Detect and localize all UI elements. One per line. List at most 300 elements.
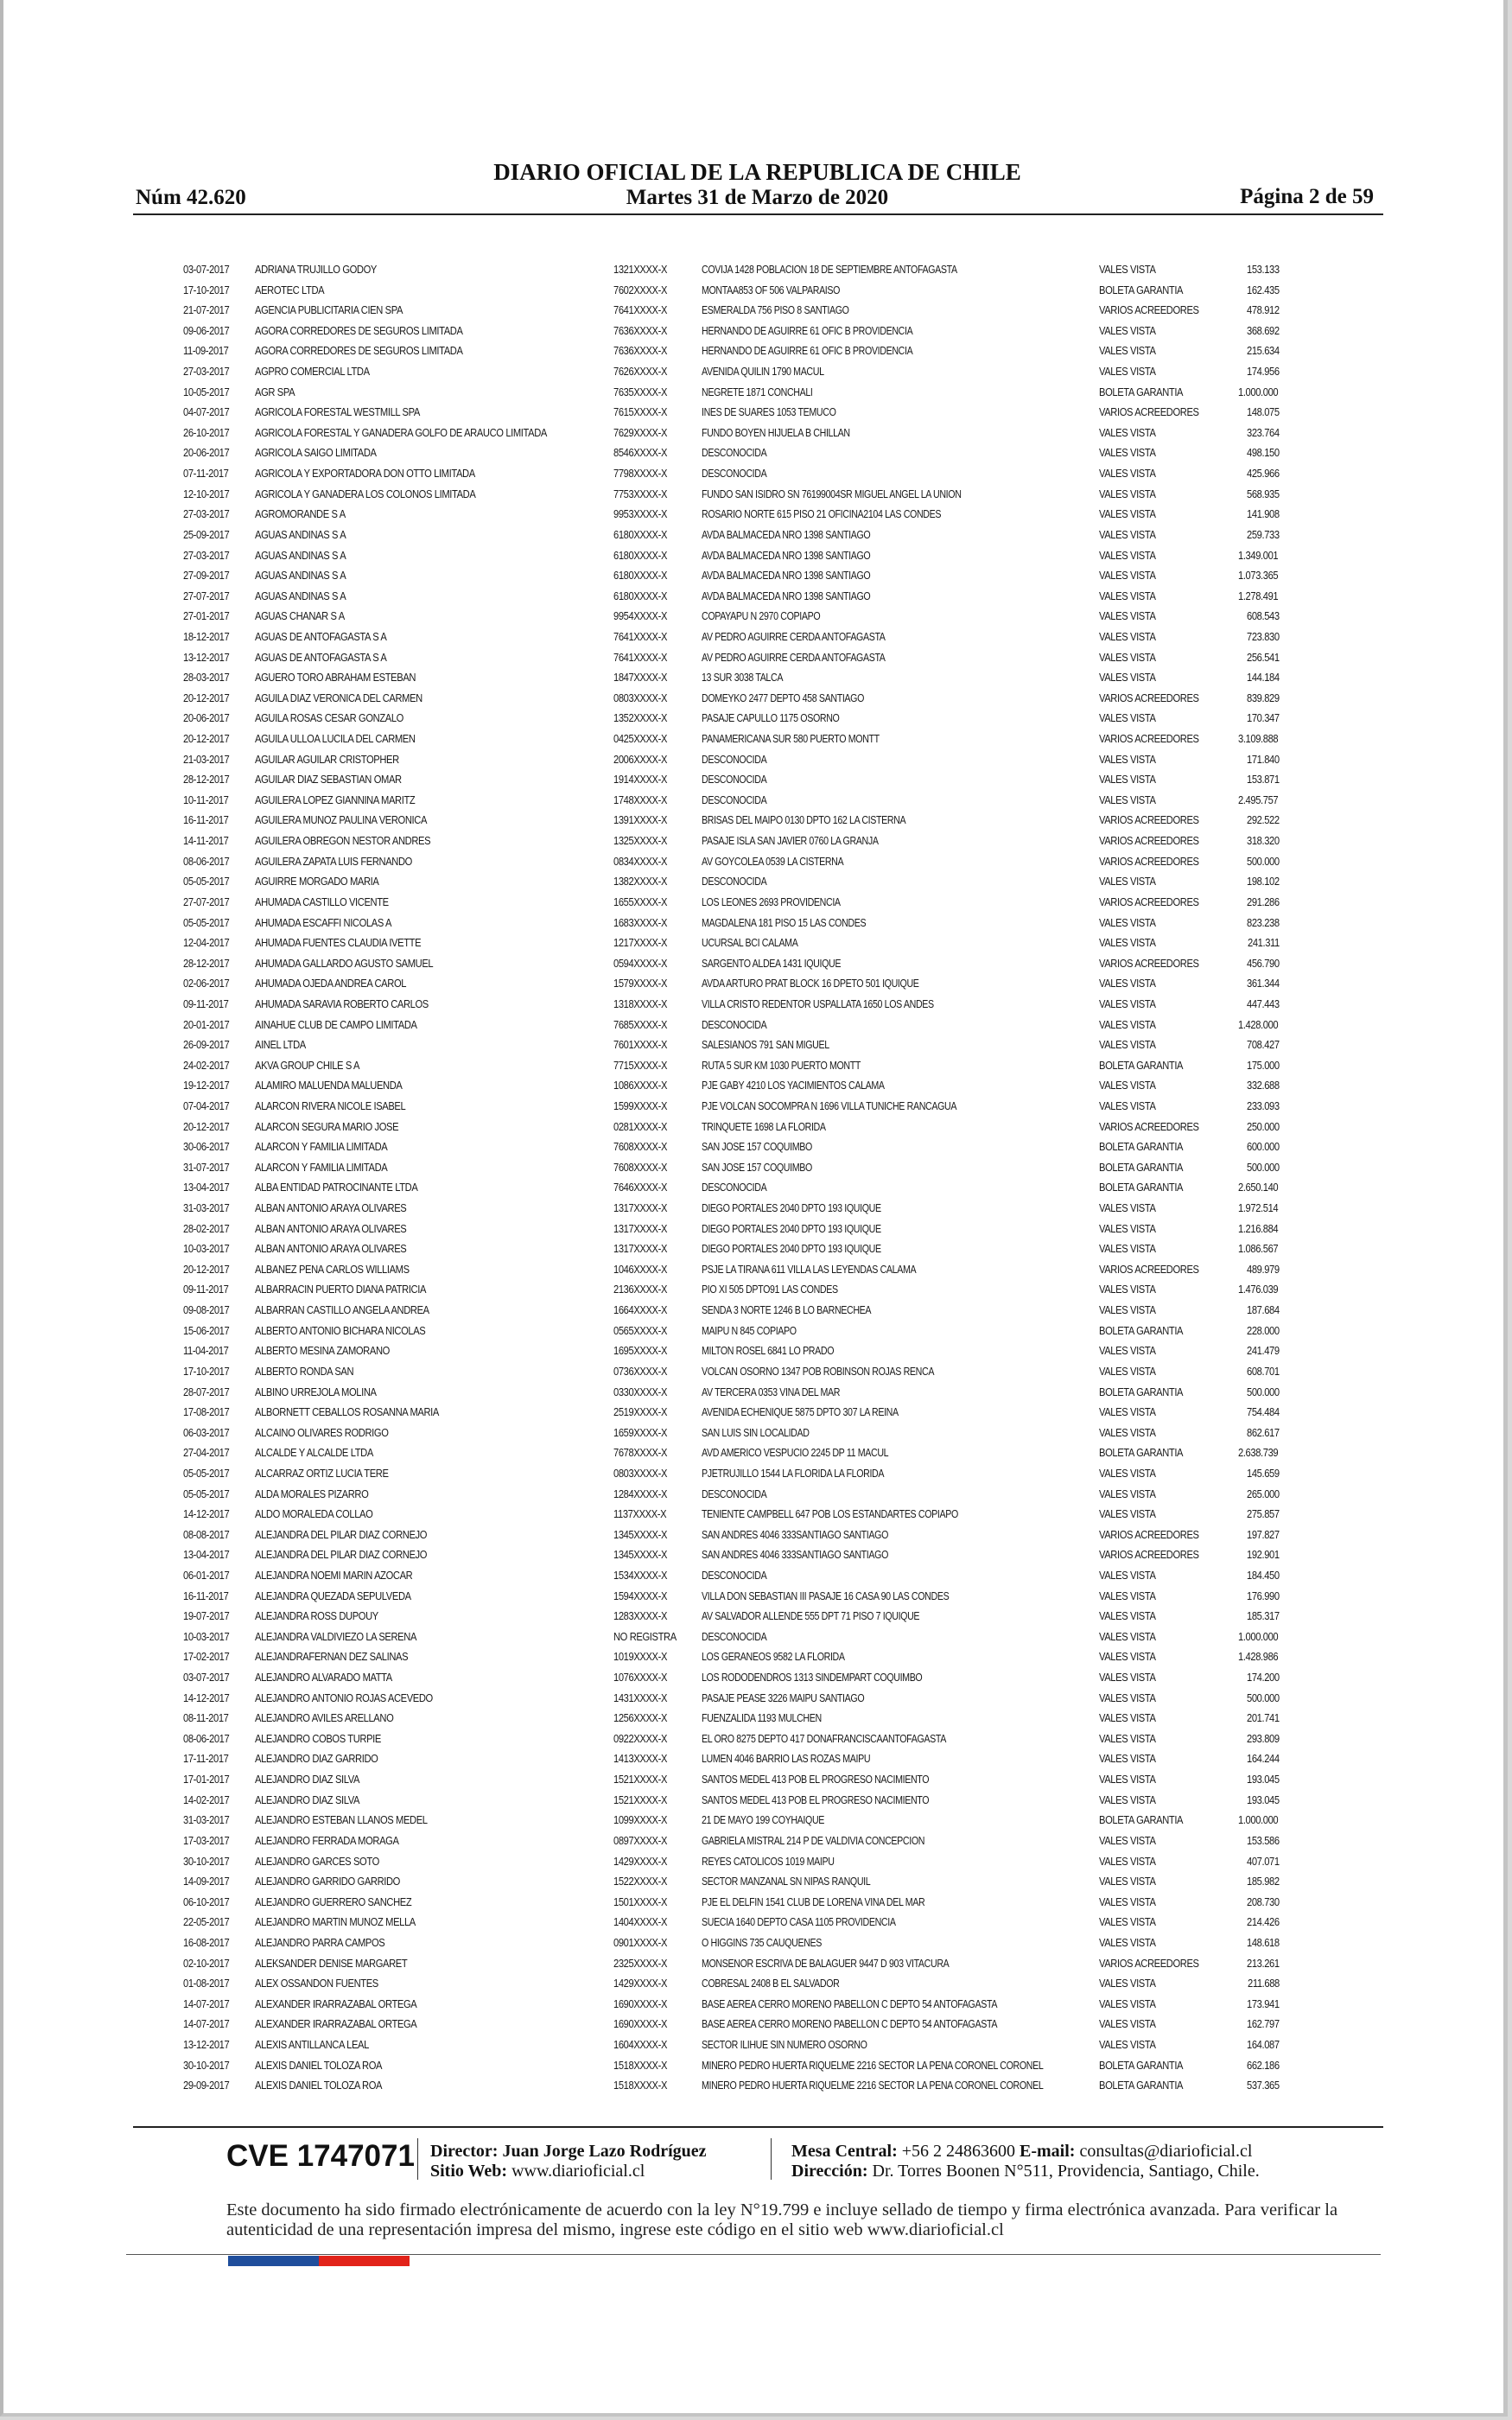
record-date: 28-03-2017 — [183, 671, 230, 685]
record-date: 10-03-2017 — [183, 1629, 230, 1643]
table-row — [3, 1934, 1511, 1955]
record-rut: 7715XXXX-X — [613, 1058, 668, 1072]
record-rut: 2136XXXX-X — [613, 1283, 668, 1296]
table-row — [3, 690, 1511, 710]
record-rut: 1137XXXX-X — [613, 1507, 667, 1521]
record-rut: 1690XXXX-X — [613, 2017, 668, 2031]
record-name: ALEXIS DANIEL TOLOZA ROA — [255, 2058, 383, 2072]
record-name: AGORA CORREDORES DE SEGUROS LIMITADA — [255, 323, 463, 337]
record-amount: 608.543 — [1247, 609, 1280, 623]
record-address: TRINQUETE 1698 LA FLORIDA — [702, 1119, 826, 1133]
table-row — [3, 1240, 1511, 1261]
record-type: VALES VISTA — [1099, 323, 1156, 337]
record-amount: 2.638.739 — [1238, 1446, 1279, 1460]
record-address: DESCONOCIDA — [702, 875, 767, 888]
record-name: ALEJANDRO AVILES ARELLANO — [255, 1711, 394, 1725]
record-date: 18-12-2017 — [183, 629, 230, 643]
record-type: BOLETA GARANTIA — [1099, 1058, 1184, 1072]
record-amount: 153.586 — [1247, 1833, 1280, 1847]
record-date: 14-02-2017 — [183, 1793, 230, 1806]
phone-number: +56 2 24863600 — [901, 2142, 1016, 2161]
record-amount: 1.428.000 — [1238, 1017, 1279, 1031]
record-date: 14-12-2017 — [183, 1507, 230, 1521]
record-type: VALES VISTA — [1099, 1793, 1156, 1806]
record-address: DESCONOCIDA — [702, 1181, 767, 1194]
email-link[interactable]: consultas@diarioficial.cl — [1079, 2142, 1253, 2161]
record-name: ALARCON Y FAMILIA LIMITADA — [255, 1140, 388, 1154]
record-type: VALES VISTA — [1099, 1099, 1156, 1112]
table-row — [3, 1444, 1511, 1465]
record-name: AGUILERA LOPEZ GIANNINA MARITZ — [255, 793, 416, 806]
table-row — [3, 1261, 1511, 1282]
record-address: HERNANDO DE AGUIRRE 61 OFIC B PROVIDENCIA — [702, 323, 913, 337]
record-amount: 185.317 — [1247, 1609, 1280, 1623]
record-rut: 1382XXXX-X — [613, 875, 668, 888]
record-type: VALES VISTA — [1099, 1344, 1156, 1358]
record-name: ALBERTO MESINA ZAMORANO — [255, 1344, 390, 1358]
record-date: 07-11-2017 — [183, 467, 229, 481]
record-address: GABRIELA MISTRAL 214 P DE VALDIVIA CONCEPCION — [702, 1833, 925, 1847]
record-address: AVD AMERICO VESPUCIO 2245 DP 11 MACUL — [702, 1446, 889, 1460]
record-type: VALES VISTA — [1099, 2017, 1156, 2031]
record-amount: 2.495.757 — [1238, 793, 1279, 806]
record-date: 27-07-2017 — [183, 895, 230, 908]
record-amount: 256.541 — [1247, 650, 1280, 664]
table-row — [3, 894, 1511, 914]
record-type: VALES VISTA — [1099, 1629, 1156, 1643]
record-name: ALBAN ANTONIO ARAYA OLIVARES — [255, 1242, 407, 1256]
record-type: VALES VISTA — [1099, 1405, 1156, 1419]
table-row — [3, 1628, 1511, 1649]
record-amount: 332.688 — [1247, 1079, 1280, 1092]
record-type: VALES VISTA — [1099, 1569, 1156, 1582]
record-rut: 1019XXXX-X — [613, 1650, 668, 1664]
record-type: VALES VISTA — [1099, 1752, 1156, 1766]
table-row — [3, 1363, 1511, 1384]
record-amount: 170.347 — [1247, 711, 1280, 725]
record-address: MAIPU N 845 COPIAPO — [702, 1323, 797, 1337]
record-amount: 368.692 — [1247, 323, 1280, 337]
record-date: 20-12-2017 — [183, 1119, 230, 1133]
record-rut: 7615XXXX-X — [613, 405, 668, 419]
table-row — [3, 2077, 1511, 2098]
record-address: DESCONOCIDA — [702, 446, 767, 460]
record-name: AGUAS ANDINAS S A — [255, 527, 346, 541]
records-list — [3, 261, 1511, 2098]
record-type: VALES VISTA — [1099, 936, 1156, 950]
web-link[interactable]: www.diarioficial.cl — [511, 2162, 645, 2181]
record-name: ALEJANDRA DEL PILAR DIAZ CORNEJO — [255, 1527, 428, 1541]
table-row — [3, 1179, 1511, 1200]
record-amount: 241.311 — [1248, 936, 1280, 950]
record-amount: 723.830 — [1247, 629, 1280, 643]
record-date: 03-07-2017 — [183, 1671, 230, 1684]
record-type: VALES VISTA — [1099, 1895, 1156, 1908]
record-address: UCURSAL BCI CALAMA — [702, 936, 798, 950]
table-row — [3, 1914, 1511, 1934]
table-row — [3, 996, 1511, 1016]
record-date: 31-07-2017 — [183, 1160, 230, 1174]
record-amount: 148.075 — [1247, 405, 1280, 419]
record-amount: 259.733 — [1247, 527, 1280, 541]
record-address: PASAJE ISLA SAN JAVIER 0760 LA GRANJA — [702, 834, 879, 848]
record-type: VALES VISTA — [1099, 1875, 1156, 1888]
record-type: VALES VISTA — [1099, 1609, 1156, 1623]
record-name: ALEJANDRO ALVARADO MATTA — [255, 1671, 392, 1684]
record-amount: 145.659 — [1247, 1466, 1280, 1480]
record-date: 09-08-2017 — [183, 1303, 230, 1317]
record-date: 16-11-2017 — [183, 1589, 229, 1602]
record-address: SANTOS MEDEL 413 POB EL PROGRESO NACIMIENTO — [702, 1793, 930, 1806]
record-type: VARIOS ACREEDORES — [1099, 1548, 1199, 1562]
record-name: ALEXANDER IRARRAZABAL ORTEGA — [255, 1996, 417, 2010]
record-name: ALEX OSSANDON FUENTES — [255, 1977, 378, 1990]
record-name: ALEJANDRO ESTEBAN LLANOS MEDEL — [255, 1813, 428, 1827]
record-address: AV GOYCOLEA 0539 LA CISTERNA — [702, 854, 844, 868]
record-amount: 215.634 — [1247, 344, 1280, 358]
record-type: VALES VISTA — [1099, 977, 1156, 990]
record-name: AHUMADA SARAVIA ROBERTO CARLOS — [255, 997, 429, 1010]
issue-date: Martes 31 de Marzo de 2020 — [626, 186, 889, 209]
record-rut: 1431XXXX-X — [613, 1691, 668, 1704]
record-address: DESCONOCIDA — [702, 1017, 767, 1031]
record-rut: 0425XXXX-X — [613, 732, 668, 746]
record-date: 27-04-2017 — [183, 1446, 230, 1460]
record-rut: 1501XXXX-X — [613, 1895, 668, 1908]
record-amount: 214.426 — [1247, 1915, 1280, 1929]
record-name: AGUAS DE ANTOFAGASTA S A — [255, 650, 387, 664]
record-amount: 174.200 — [1247, 1671, 1280, 1684]
record-amount: 193.045 — [1247, 1793, 1280, 1806]
flag-blue-band — [228, 2256, 319, 2266]
record-amount: 407.071 — [1247, 1854, 1280, 1868]
director-name: Juan Jorge Lazo Rodríguez — [502, 2142, 707, 2161]
record-amount: 292.522 — [1247, 813, 1280, 827]
record-address: PIO XI 505 DPTO91 LAS CONDES — [702, 1283, 838, 1296]
record-amount: 478.912 — [1247, 303, 1280, 317]
record-rut: 1579XXXX-X — [613, 977, 668, 990]
table-row — [3, 792, 1511, 812]
record-amount: 537.365 — [1247, 2079, 1280, 2092]
record-name: ALEJANDRO DIAZ SILVA — [255, 1793, 360, 1806]
record-type: VALES VISTA — [1099, 1507, 1156, 1521]
record-amount: 201.741 — [1247, 1711, 1280, 1725]
record-date: 17-08-2017 — [183, 1405, 230, 1419]
record-name: ALBANEZ PENA CARLOS WILLIAMS — [255, 1262, 410, 1276]
record-address: PJE VOLCAN SOCOMPRA N 1696 VILLA TUNICHE RANCAGUA — [702, 1099, 957, 1112]
record-date: 28-07-2017 — [183, 1385, 230, 1398]
record-name: ALEJANDRA QUEZADA SEPULVEDA — [255, 1589, 411, 1602]
table-row — [3, 1608, 1511, 1628]
table-row — [3, 547, 1511, 568]
table-row — [3, 424, 1511, 445]
record-type: VALES VISTA — [1099, 752, 1156, 766]
record-amount: 862.617 — [1247, 1425, 1280, 1439]
record-rut: 7601XXXX-X — [613, 1038, 668, 1052]
record-name: AHUMADA FUENTES CLAUDIA IVETTE — [255, 936, 422, 950]
record-rut: 7626XXXX-X — [613, 365, 668, 379]
record-name: AGRICOLA SAIGO LIMITADA — [255, 446, 377, 460]
record-date: 15-06-2017 — [183, 1323, 230, 1337]
record-rut: 7641XXXX-X — [613, 650, 668, 664]
record-address: PSJE LA TIRANA 611 VILLA LAS LEYENDAS CALAMA — [702, 1262, 917, 1276]
record-type: VALES VISTA — [1099, 793, 1156, 806]
record-name: ALEJANDRO FERRADA MORAGA — [255, 1833, 399, 1847]
record-name: ALBAN ANTONIO ARAYA OLIVARES — [255, 1221, 407, 1235]
record-address: SUECIA 1640 DEPTO CASA 1105 PROVIDENCIA — [702, 1915, 896, 1929]
record-address: AVDA BALMACEDA NRO 1398 SANTIAGO — [702, 569, 871, 583]
record-date: 13-12-2017 — [183, 2038, 230, 2052]
record-name: AINEL LTDA — [255, 1038, 306, 1052]
record-name: AGUIRRE MORGADO MARIA — [255, 875, 379, 888]
table-row — [3, 1975, 1511, 1996]
table-row — [3, 2057, 1511, 2078]
record-amount: 708.427 — [1247, 1038, 1280, 1052]
record-type: VALES VISTA — [1099, 1466, 1156, 1480]
record-amount: 153.133 — [1247, 263, 1280, 276]
record-type: VALES VISTA — [1099, 609, 1156, 623]
record-date: 08-08-2017 — [183, 1527, 230, 1541]
cve-code: CVE 1747071 — [226, 2139, 415, 2173]
table-row — [3, 628, 1511, 649]
record-address: FUENZALIDA 1193 MULCHEN — [702, 1711, 822, 1725]
record-name: ALEXANDER IRARRAZABAL ORTEGA — [255, 2017, 417, 2031]
record-address: SENDA 3 NORTE 1246 B LO BARNECHEA — [702, 1303, 872, 1317]
record-date: 27-09-2017 — [183, 569, 230, 583]
record-name: ALBARRAN CASTILLO ANGELA ANDREA — [255, 1303, 429, 1317]
record-type: VALES VISTA — [1099, 1711, 1156, 1725]
record-name: AGRICOLA Y GANADERA LOS COLONOS LIMITADA — [255, 487, 476, 500]
record-rut: 0901XXXX-X — [613, 1935, 668, 1949]
record-amount: 1.073.365 — [1238, 569, 1279, 583]
record-address: AV SALVADOR ALLENDE 555 DPT 71 PISO 7 IQUIQUE — [702, 1609, 920, 1623]
table-row — [3, 1098, 1511, 1118]
table-row — [3, 1424, 1511, 1445]
record-date: 13-12-2017 — [183, 650, 230, 664]
record-type: VARIOS ACREEDORES — [1099, 732, 1199, 746]
record-amount: 144.184 — [1247, 671, 1280, 685]
record-date: 05-05-2017 — [183, 915, 230, 929]
table-row — [3, 934, 1511, 955]
record-address: DESCONOCIDA — [702, 1569, 767, 1582]
table-row — [3, 1750, 1511, 1771]
record-address: SAN LUIS SIN LOCALIDAD — [702, 1425, 810, 1439]
address-label: Dirección: — [791, 2162, 868, 2181]
record-amount: 187.684 — [1247, 1303, 1280, 1317]
record-date: 27-03-2017 — [183, 365, 230, 379]
record-rut: 0803XXXX-X — [613, 691, 668, 704]
record-rut: 9953XXXX-X — [613, 507, 668, 521]
record-type: VALES VISTA — [1099, 1915, 1156, 1929]
record-date: 01-08-2017 — [183, 1977, 230, 1990]
table-row — [3, 506, 1511, 526]
record-date: 02-10-2017 — [183, 1956, 230, 1970]
record-rut: 7608XXXX-X — [613, 1160, 668, 1174]
newspaper-title: DIARIO OFICIAL DE LA REPUBLICA DE CHILE — [493, 159, 1021, 185]
record-date: 09-11-2017 — [183, 1283, 229, 1296]
table-row — [3, 1771, 1511, 1792]
record-type: VALES VISTA — [1099, 1079, 1156, 1092]
director-label: Director: — [430, 2142, 499, 2161]
table-row — [3, 302, 1511, 322]
record-address: DESCONOCIDA — [702, 793, 767, 806]
record-date: 21-03-2017 — [183, 752, 230, 766]
record-date: 19-12-2017 — [183, 1079, 230, 1092]
bottom-divider — [126, 2254, 1381, 2255]
record-address: SALESIANOS 791 SAN MIGUEL — [702, 1038, 829, 1052]
record-rut: 1321XXXX-X — [613, 263, 668, 276]
record-date: 24-02-2017 — [183, 1058, 230, 1072]
record-rut: 0736XXXX-X — [613, 1364, 668, 1378]
table-row — [3, 669, 1511, 690]
table-row — [3, 282, 1511, 302]
record-address: EL ORO 8275 DEPTO 417 DONAFRANCISCAANTOFAGASTA — [702, 1731, 946, 1745]
record-date: 14-12-2017 — [183, 1691, 230, 1704]
record-rut: 1217XXXX-X — [613, 936, 668, 950]
record-address: MINERO PEDRO HUERTA RIQUELME 2216 SECTOR LA PENA CORONEL CORONEL — [702, 2079, 1044, 2092]
table-row — [3, 1955, 1511, 1976]
record-name: ALEJANDRO GARCES SOTO — [255, 1854, 379, 1868]
record-address: HERNANDO DE AGUIRRE 61 OFIC B PROVIDENCIA — [702, 344, 913, 358]
page-indicator: Página 2 de 59 — [1240, 185, 1374, 208]
record-date: 17-11-2017 — [183, 1752, 229, 1766]
record-address: PANAMERICANA SUR 580 PUERTO MONTT — [702, 732, 880, 746]
record-date: 30-10-2017 — [183, 2058, 230, 2072]
record-address: COBRESAL 2408 B EL SALVADOR — [702, 1977, 840, 1990]
record-type: VALES VISTA — [1099, 1487, 1156, 1500]
record-type: VALES VISTA — [1099, 1303, 1156, 1317]
record-name: AGUILA DIAZ VERONICA DEL CARMEN — [255, 691, 422, 704]
record-address: AV TERCERA 0353 VINA DEL MAR — [702, 1385, 841, 1398]
record-name: AGR SPA — [255, 385, 295, 398]
record-type: VALES VISTA — [1099, 1038, 1156, 1052]
table-row — [3, 1996, 1511, 2016]
record-amount: 1.428.986 — [1238, 1650, 1279, 1664]
record-type: VALES VISTA — [1099, 1650, 1156, 1664]
record-type: VARIOS ACREEDORES — [1099, 1119, 1199, 1133]
record-rut: 2325XXXX-X — [613, 1956, 668, 1970]
record-name: AHUMADA ESCAFFI NICOLAS A — [255, 915, 392, 929]
record-type: VARIOS ACREEDORES — [1099, 405, 1199, 419]
record-type: VARIOS ACREEDORES — [1099, 813, 1199, 827]
record-amount: 241.479 — [1247, 1344, 1280, 1358]
record-date: 30-10-2017 — [183, 1854, 230, 1868]
record-date: 14-09-2017 — [183, 1875, 230, 1888]
record-date: 17-03-2017 — [183, 1833, 230, 1847]
table-row — [3, 1567, 1511, 1588]
record-address: COPAYAPU N 2970 COPIAPO — [702, 609, 821, 623]
record-amount: 2.650.140 — [1238, 1181, 1279, 1194]
record-name: ALEJANDRO GARRIDO GARRIDO — [255, 1875, 400, 1888]
record-rut: 1655XXXX-X — [613, 895, 668, 908]
record-date: 14-07-2017 — [183, 2017, 230, 2031]
table-row — [3, 1281, 1511, 1302]
record-name: AHUMADA GALLARDO AGUSTO SAMUEL — [255, 956, 434, 970]
table-row — [3, 1384, 1511, 1404]
record-amount: 211.688 — [1248, 1977, 1280, 1990]
record-date: 08-06-2017 — [183, 854, 230, 868]
record-amount: 293.809 — [1247, 1731, 1280, 1745]
record-rut: 1683XXXX-X — [613, 915, 668, 929]
table-row — [3, 771, 1511, 792]
table-row — [3, 1894, 1511, 1914]
table-row — [3, 588, 1511, 608]
table-row — [3, 486, 1511, 506]
record-address: BRISAS DEL MAIPO 0130 DPTO 162 LA CISTERNA — [702, 813, 906, 827]
record-type: VALES VISTA — [1099, 446, 1156, 460]
record-address: TENIENTE CAMPBELL 647 POB LOS ESTANDARTES COPIAPO — [702, 1507, 958, 1521]
record-amount: 568.935 — [1247, 487, 1280, 500]
record-rut: 1284XXXX-X — [613, 1487, 668, 1500]
record-amount: 361.344 — [1247, 977, 1280, 990]
table-row — [3, 608, 1511, 628]
record-name: ALEJANDRO GUERRERO SANCHEZ — [255, 1895, 412, 1908]
record-rut: NO REGISTRA — [613, 1629, 677, 1643]
table-row — [3, 1486, 1511, 1506]
table-row — [3, 1057, 1511, 1078]
record-date: 31-03-2017 — [183, 1813, 230, 1827]
record-type: BOLETA GARANTIA — [1099, 1385, 1184, 1398]
record-type: VARIOS ACREEDORES — [1099, 956, 1199, 970]
record-name: AGRICOLA FORESTAL Y GANADERA GOLFO DE ARAUCO LIMITADA — [255, 425, 547, 439]
record-rut: 1325XXXX-X — [613, 834, 668, 848]
record-name: ALEJANDRO MARTIN MUNOZ MELLA — [255, 1915, 416, 1929]
record-address: COVIJA 1428 POBLACION 18 DE SEPTIEMBRE ANTOFAGASTA — [702, 263, 957, 276]
record-address: MONTAA853 OF 506 VALPARAISO — [702, 283, 841, 296]
record-rut: 0330XXXX-X — [613, 1385, 668, 1398]
record-amount: 171.840 — [1247, 752, 1280, 766]
record-amount: 823.238 — [1247, 915, 1280, 929]
record-address: 21 DE MAYO 199 COYHAIQUE — [702, 1813, 825, 1827]
record-date: 09-11-2017 — [183, 997, 229, 1010]
table-row — [3, 526, 1511, 547]
record-address: DESCONOCIDA — [702, 752, 767, 766]
table-row — [3, 1669, 1511, 1690]
record-type: BOLETA GARANTIA — [1099, 1323, 1184, 1337]
record-rut: 7753XXXX-X — [613, 487, 668, 500]
record-rut: 1256XXXX-X — [613, 1711, 668, 1725]
record-address: LOS RODODENDROS 1313 SINDEMPART COQUIMBO — [702, 1671, 923, 1684]
record-amount: 164.087 — [1247, 2038, 1280, 2052]
record-address: SANTOS MEDEL 413 POB EL PROGRESO NACIMIENTO — [702, 1773, 930, 1786]
table-row — [3, 1853, 1511, 1874]
record-address: ESMERALDA 756 PISO 8 SANTIAGO — [702, 303, 849, 317]
record-rut: 1429XXXX-X — [613, 1977, 668, 1990]
record-rut: 0281XXXX-X — [613, 1119, 668, 1133]
record-type: VALES VISTA — [1099, 997, 1156, 1010]
record-date: 22-05-2017 — [183, 1915, 230, 1929]
table-row — [3, 1138, 1511, 1159]
record-name: ALEXIS DANIEL TOLOZA ROA — [255, 2079, 383, 2092]
record-name: ALCAINO OLIVARES RODRIGO — [255, 1425, 389, 1439]
record-rut: 9954XXXX-X — [613, 609, 668, 623]
record-amount: 233.093 — [1247, 1099, 1280, 1112]
record-name: ALAMIRO MALUENDA MALUENDA — [255, 1079, 403, 1092]
record-date: 09-06-2017 — [183, 323, 230, 337]
record-type: VALES VISTA — [1099, 527, 1156, 541]
record-name: AGUILERA ZAPATA LUIS FERNANDO — [255, 854, 412, 868]
record-amount: 1.278.491 — [1238, 589, 1279, 602]
record-address: MILTON ROSEL 6841 LO PRADO — [702, 1344, 835, 1358]
record-amount: 291.286 — [1247, 895, 1280, 908]
record-amount: 318.320 — [1247, 834, 1280, 848]
record-date: 27-03-2017 — [183, 548, 230, 562]
record-address: AVDA BALMACEDA NRO 1398 SANTIAGO — [702, 589, 871, 602]
record-rut: 7641XXXX-X — [613, 629, 668, 643]
record-address: SECTOR ILIHUE SIN NUMERO OSORNO — [702, 2038, 867, 2052]
record-type: VALES VISTA — [1099, 1201, 1156, 1215]
record-type: VARIOS ACREEDORES — [1099, 895, 1199, 908]
